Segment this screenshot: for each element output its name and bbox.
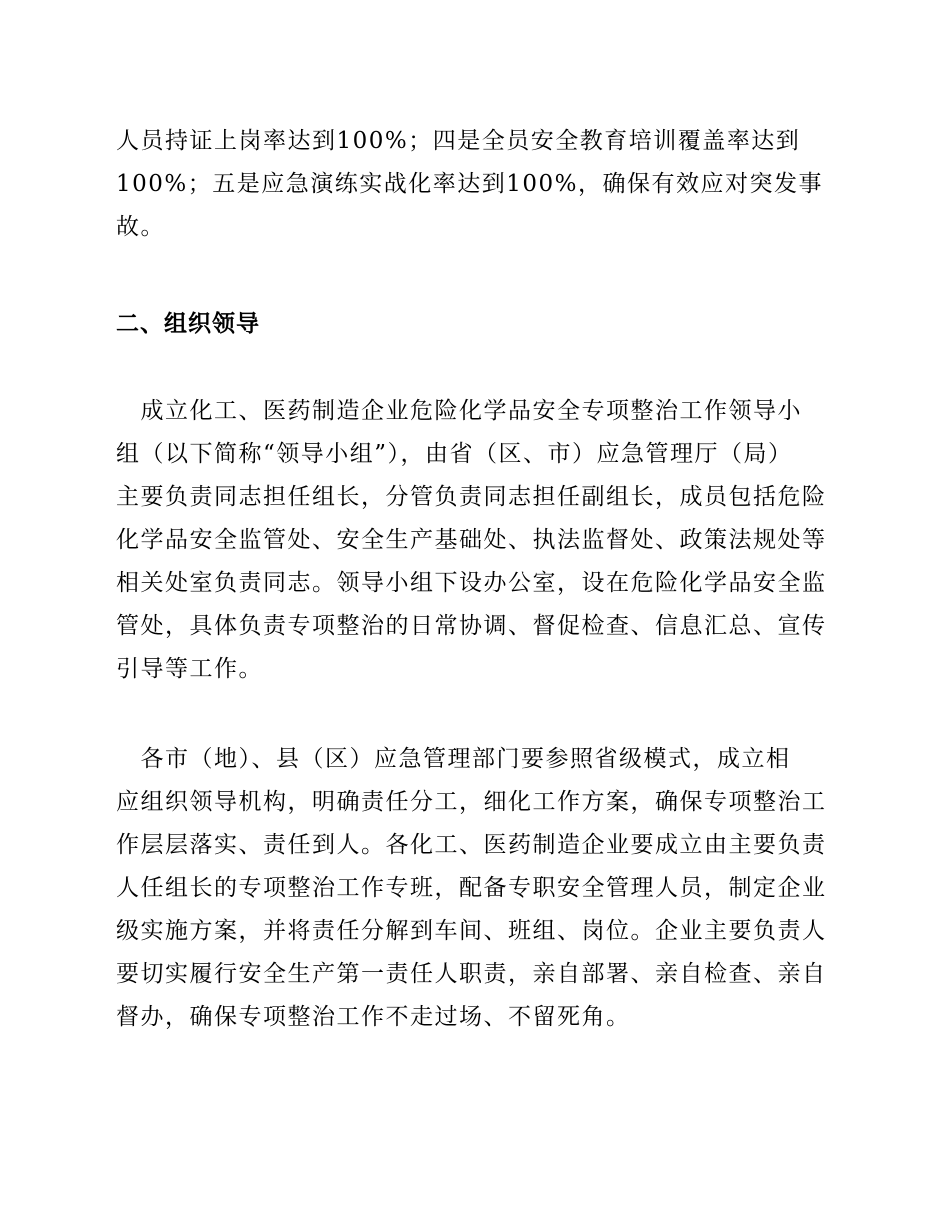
paragraph-line: 管处，具体负责专项整治的日常协调、督促检查、信息汇总、宣传 bbox=[116, 613, 827, 639]
paragraph-line: 作层层落实、责任到人。各化工、医药制造企业要成立由主要负责 bbox=[116, 832, 827, 858]
paragraph-line: 成立化工、医药制造企业危险化学品安全专项整治工作领导小 bbox=[116, 398, 802, 424]
paragraph-line: 督办，确保专项整治工作不走过场、不留死角。 bbox=[116, 1004, 631, 1030]
paragraph-line: 组（以下简称“领导小组”），由省（区、市）应急管理厅（局） bbox=[116, 441, 793, 467]
paragraph-line: 各市（地）、县（区）应急管理部门要参照省级模式，成立相 bbox=[116, 746, 791, 772]
local-organization-paragraph bbox=[116, 738, 836, 1039]
paragraph-line: 引导等工作。 bbox=[116, 656, 263, 682]
section-heading: 二、组织领导 bbox=[116, 311, 260, 337]
paragraph-line: 主要负责同志担任组长，分管负责同志担任副组长，成员包括危险 bbox=[116, 484, 827, 510]
paragraph-line: 要切实履行安全生产第一责任人职责，亲自部署、亲自检查、亲自 bbox=[116, 961, 827, 987]
paragraph-line: 人员持证上岗率达到100%；四是全员安全教育培训覆盖率达到 bbox=[116, 128, 801, 154]
paragraph-line: 故。 bbox=[116, 214, 165, 240]
paragraph-line: 人任组长的专项整治工作专班，配备专职安全管理人员，制定企业 bbox=[116, 875, 827, 901]
paragraph-line: 级实施方案，并将责任分解到车间、班组、岗位。企业主要负责人 bbox=[116, 918, 827, 944]
paragraph-line: 应组织领导机构，明确责任分工，细化工作方案，确保专项整治工 bbox=[116, 789, 827, 815]
intro-paragraph bbox=[116, 120, 836, 249]
paragraph-line: 相关处室负责同志。领导小组下设办公室，设在危险化学品安全监 bbox=[116, 570, 827, 596]
paragraph-line: 化学品安全监管处、安全生产基础处、执法监督处、政策法规处等 bbox=[116, 527, 827, 553]
paragraph-line: 100%；五是应急演练实战化率达到100%，确保有效应对突发事 bbox=[116, 171, 824, 197]
leadership-group-paragraph bbox=[116, 390, 836, 691]
